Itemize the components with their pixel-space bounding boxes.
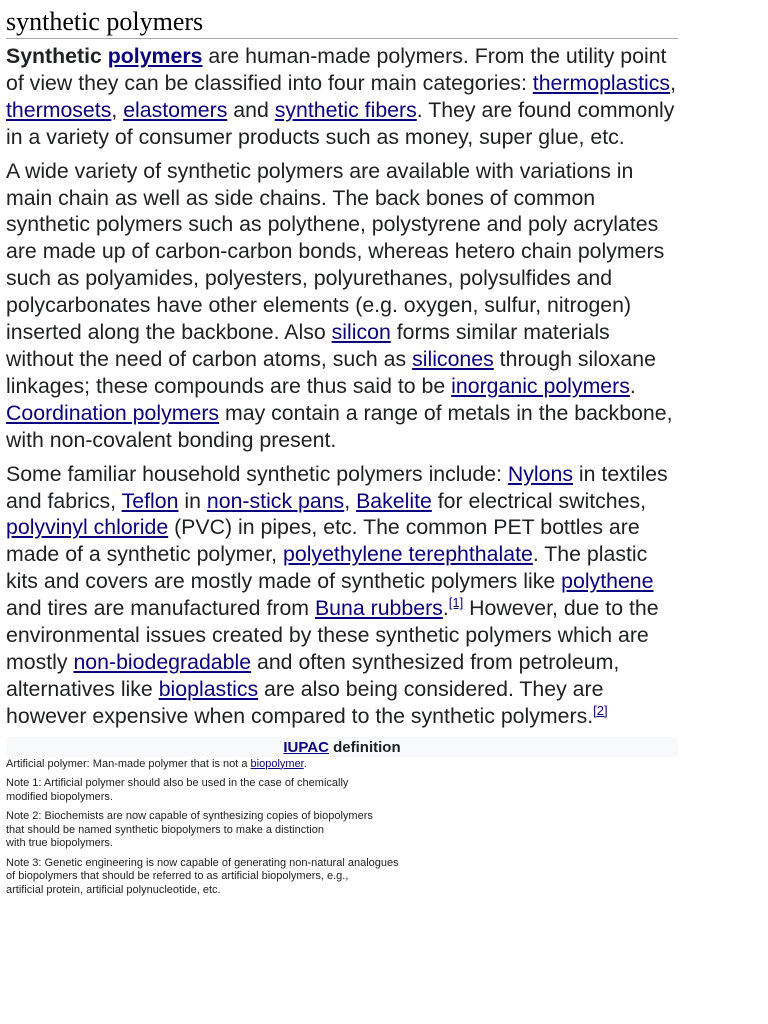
iupac-note-2: [6, 810, 678, 851]
page-title: synthetic polymers: [6, 7, 678, 39]
link-non-stick-pans[interactable]: non-stick pans: [206, 488, 345, 513]
link-elastomers[interactable]: elastomers: [123, 97, 228, 122]
reference-marker: [593, 703, 607, 718]
link-biopolymer[interactable]: biopolymer: [250, 757, 304, 770]
iupac-definition-box: [6, 737, 678, 898]
iupac-heading: [6, 737, 678, 757]
note-line: of biopolymers that should be referred to as artificial biopolymers, e.g.,: [6, 870, 349, 883]
text-run: and often synthesized from petroleum, alternatives like: [6, 649, 620, 701]
reference-link-2[interactable]: [2]: [593, 702, 608, 718]
paragraph-household: [6, 461, 678, 730]
link-polythene[interactable]: polythene: [561, 569, 654, 594]
link-coordination-polymers[interactable]: Coordination polymers: [6, 400, 220, 425]
link-bakelite[interactable]: Bakelite: [356, 488, 432, 513]
reference-link-1[interactable]: [1]: [448, 595, 464, 611]
note-line: Note 2: Biochemists are now capable of synthesizing copies of biopolymers: [6, 810, 373, 823]
note-line: with true biopolymers.: [6, 837, 113, 850]
text-run: ,: [111, 97, 124, 122]
link-silicones[interactable]: silicones: [412, 346, 494, 371]
iupac-note-1: [6, 777, 678, 804]
note-line: artificial protein, artificial polynucleotide, etc.: [6, 883, 221, 896]
link-buna-rubbers[interactable]: Buna rubbers: [314, 596, 443, 621]
link-nylons[interactable]: Nylons: [507, 461, 574, 486]
iupac-definition: [6, 758, 678, 772]
bold-term: Synthetic: [6, 44, 102, 68]
link-bioplastics[interactable]: bioplastics: [158, 676, 259, 701]
link-thermoplastics[interactable]: thermoplastics: [532, 70, 671, 95]
link-non-biodegradable[interactable]: non-biodegradable: [73, 649, 252, 674]
iupac-body: [6, 757, 678, 898]
note-line: Note 1: Artificial polymer should also be used in the case of chemically: [6, 777, 349, 790]
note-line: Note 3: Genetic engineering is now capable of generating non-natural analogues: [6, 856, 399, 869]
definition-text: Artificial polymer: Man-made polymer that is not a: [6, 757, 251, 770]
link-inorganic-polymers[interactable]: inorganic polymers: [451, 373, 630, 398]
text-run: . They are found commonly in a variety of consumer products such as money, super glue, etc.: [6, 97, 675, 149]
text-run: in textiles and fabrics,: [6, 461, 668, 513]
text-run: Some familiar household synthetic polymers include:: [6, 461, 508, 486]
text-run: (PVC) in pipes, etc. The common PET bottles are made of a synthetic polymer,: [6, 515, 640, 567]
link-iupac[interactable]: IUPAC: [283, 738, 329, 756]
text-run: may contain a range of metals in the backbone, with non-covalent bonding present.: [6, 400, 673, 452]
text-run: for electrical switches,: [431, 488, 647, 513]
text-run: ,: [670, 70, 676, 95]
link-teflon[interactable]: Teflon: [121, 488, 179, 513]
text-run: are also being considered. They are however expensive when compared to the synthetic polymers.: [6, 676, 604, 728]
text-run: A wide variety of synthetic polymers are available with variations in main chain as well as side chains. The back bones of common synthetic polymers such as polythene, polystyrene and poly acrylates are made up of carbon-carbon bonds, whereas hetero chain polymers such as polyamides, polyesters, polyurethanes, polysulfides and polycarbonates have other elements (e.g. oxygen, sulfur, nitrogen) inserted along the backbone. Also: [6, 158, 665, 345]
reference-marker: [449, 595, 463, 610]
note-line: modified biopolymers.: [6, 790, 113, 803]
text-run: are human-made polymers. From the utility point of view they can be classified into four main categories:: [6, 44, 667, 95]
iupac-note-3: [6, 857, 678, 898]
text-run: forms similar materials without the need of carbon atoms, such as: [6, 320, 610, 371]
text-run: .: [629, 373, 636, 398]
text-run: and: [227, 97, 275, 122]
article: [6, 0, 678, 903]
text-run: . The plastic kits and covers are mostly made of synthetic polymers like: [6, 542, 648, 594]
text-run: ,: [344, 488, 357, 513]
paragraph-variety: [6, 158, 678, 454]
text-run: .: [442, 596, 449, 621]
heading-text: definition: [328, 738, 401, 756]
text-run: However, due to the environmental issues created by these synthetic polymers which are mostly: [6, 596, 659, 674]
text-run: and tires are manufactured from: [6, 596, 315, 621]
link-thermosets[interactable]: thermosets: [6, 97, 112, 122]
definition-text: .: [303, 757, 307, 770]
link-silicon[interactable]: silicon: [331, 320, 391, 345]
link-polymers[interactable]: polymers: [107, 44, 203, 68]
link-polyethylene-terephthalate[interactable]: polyethylene terephthalate: [283, 542, 533, 567]
link-synthetic-fibers[interactable]: synthetic fibers: [274, 97, 417, 122]
text-run: in: [178, 488, 207, 513]
note-line: that should be named synthetic biopolymers to make a distinction: [6, 823, 324, 836]
paragraph-intro: [6, 43, 678, 151]
link-polyvinyl-chloride[interactable]: polyvinyl chloride: [6, 515, 169, 540]
text-run: through siloxane linkages; these compounds are thus said to be: [6, 346, 656, 398]
